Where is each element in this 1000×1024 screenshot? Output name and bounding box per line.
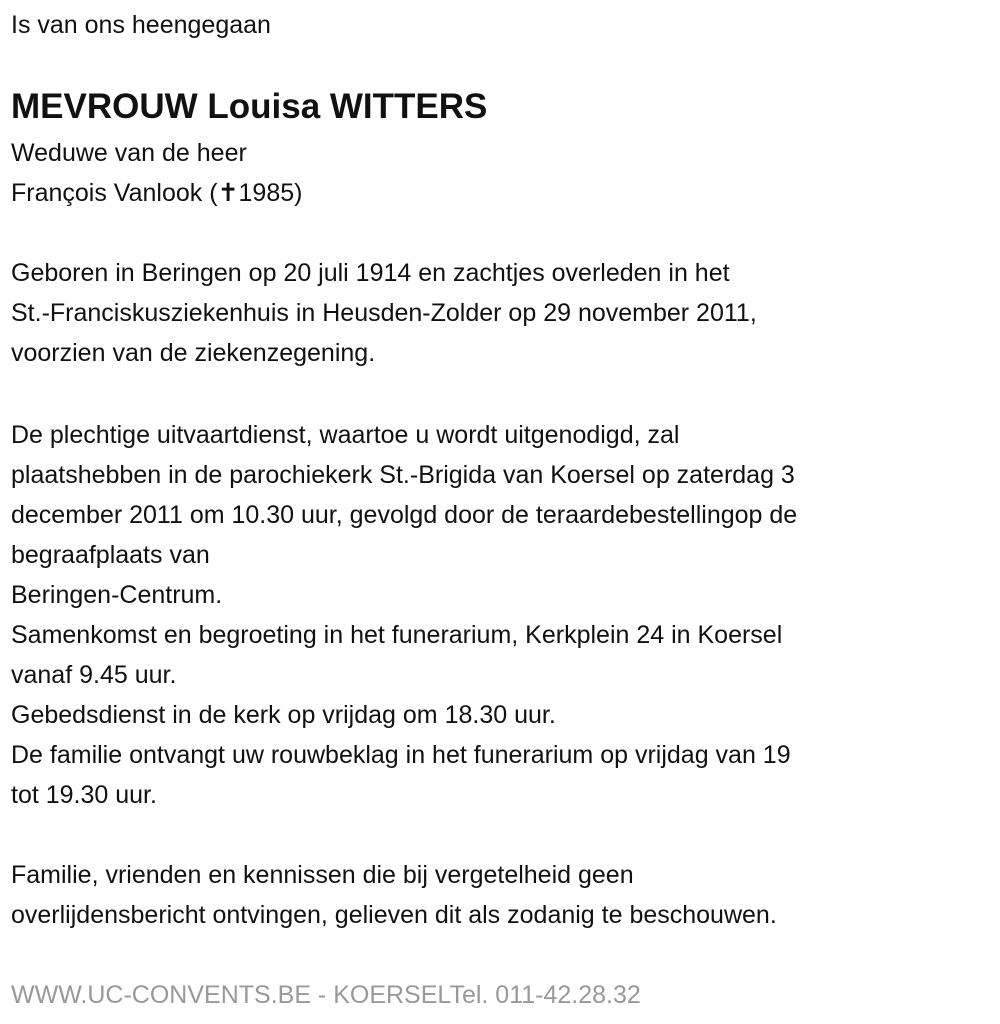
- footer-contact: WWW.UC-CONVENTS.BE - KOERSELTel. 011-42.28.32: [11, 981, 641, 1009]
- closing-line: Familie, vrienden en kennissen die bij vergetelheid geen: [11, 861, 634, 889]
- ceremony-line: begraafplaats van: [11, 541, 210, 569]
- ceremony-line: tot 19.30 uur.: [11, 781, 157, 809]
- intro-text: Is van ons heengegaan: [11, 11, 271, 39]
- birth-death-line: voorzien van de ziekenzegening.: [11, 339, 376, 367]
- closing-line: overlijdensbericht ontvingen, gelieven dit als zodanig te beschouwen.: [11, 901, 777, 929]
- ceremony-line: De familie ontvangt uw rouwbeklag in het funerarium op vrijdag van 19: [11, 741, 791, 769]
- ceremony-line: vanaf 9.45 uur.: [11, 661, 177, 689]
- ceremony-line: De plechtige uitvaartdienst, waartoe u wordt uitgenodigd, zal: [11, 421, 680, 449]
- ceremony-line: december 2011 om 10.30 uur, gevolgd door de teraardebestellingop de: [11, 501, 798, 529]
- spouse-line: François Vanlook (✝1985): [11, 179, 303, 207]
- ceremony-line: plaatshebben in de parochiekerk St.-Brigida van Koersel op zaterdag 3: [11, 461, 795, 489]
- birth-death-line: Geboren in Beringen op 20 juli 1914 en zachtjes overleden in het: [11, 259, 730, 287]
- spouse-line: Weduwe van de heer: [11, 139, 247, 167]
- ceremony-line: Beringen-Centrum.: [11, 581, 223, 609]
- deceased-name: MEVROUW Louisa WITTERS: [11, 87, 488, 126]
- ceremony-line: Gebedsdienst in de kerk op vrijdag om 18.30 uur.: [11, 701, 556, 729]
- ceremony-line: Samenkomst en begroeting in het funerarium, Kerkplein 24 in Koersel: [11, 621, 783, 649]
- birth-death-line: St.-Franciskusziekenhuis in Heusden-Zolder op 29 november 2011,: [11, 299, 757, 327]
